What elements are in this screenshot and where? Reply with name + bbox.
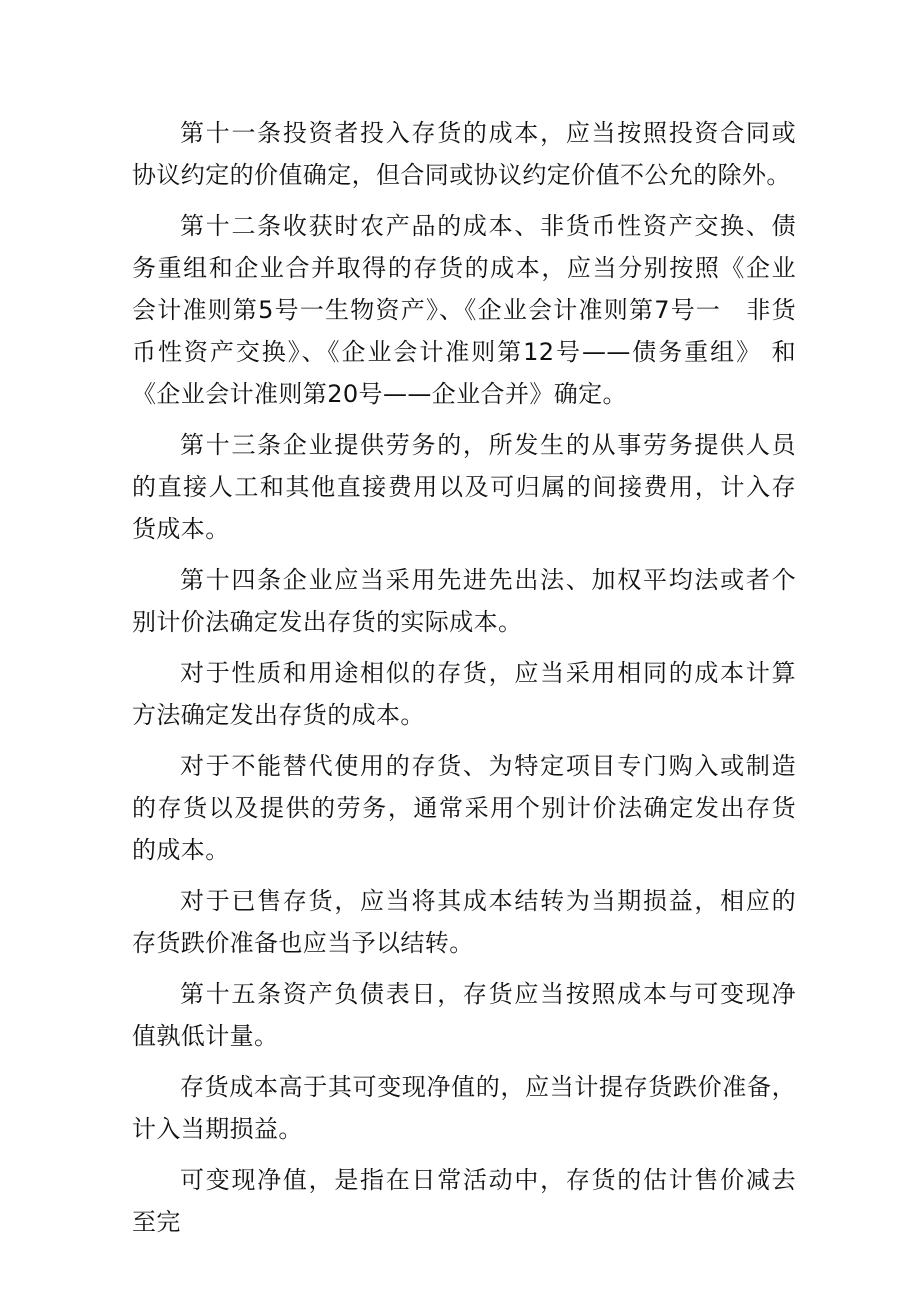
paragraph-sold-inventory: 对于已售存货，应当将其成本结转为当期损益，相应的 存货跌价准备也应当予以结转。 xyxy=(132,887,796,957)
paragraph-specific-identification: 对于不能替代使用的存货、为特定项目专门购入或制造 的存货以及提供的劳务，通常采用个别计价法确定发出存货 的成本。 xyxy=(132,752,796,864)
document-body xyxy=(132,112,796,1252)
paragraph-article-14: 第十四条企业应当采用先进先出法、加权平均法或者个 别计价法确定发出存货的实际成本。 xyxy=(132,566,796,636)
paragraph-impairment-provision: 存货成本高于其可变现净值的，应当计提存货跌价准备，计入当期损益。 xyxy=(132,1073,796,1143)
paragraph-article-13: 第十三条企业提供劳务的，所发生的从事劳务提供人员 的直接人工和其他直接费用以及可归属的间接费用，计入存 货成本。 xyxy=(132,431,796,543)
paragraph-similar-inventory: 对于性质和用途相似的存货，应当采用相同的成本计算 方法确定发出存货的成本。 xyxy=(132,659,796,729)
paragraph-net-realizable-value: 可变现净值，是指在日常活动中，存货的估计售价减去 至完 xyxy=(132,1166,796,1236)
paragraph-article-15: 第十五条资产负债表日，存货应当按照成本与可变现净 值孰低计量。 xyxy=(132,980,796,1050)
paragraph-article-12: 第十二条收获时农产品的成本、非货币性资产交换、债 务重组和企业合并取得的存货的成本，应当分别按照《企业 会计准则第5号一生物资产》、《企业会计准则第7号一 非货币性资产交换》、《企业会计准则第12号——债务重组》 和《企业会计准则第20号——企业合并》确定。 xyxy=(132,212,796,408)
paragraph-article-11: 第十一条投资者投入存货的成本，应当按照投资合同或 协议约定的价值确定，但合同或协议约定价值不公允的除外。 xyxy=(132,119,796,189)
